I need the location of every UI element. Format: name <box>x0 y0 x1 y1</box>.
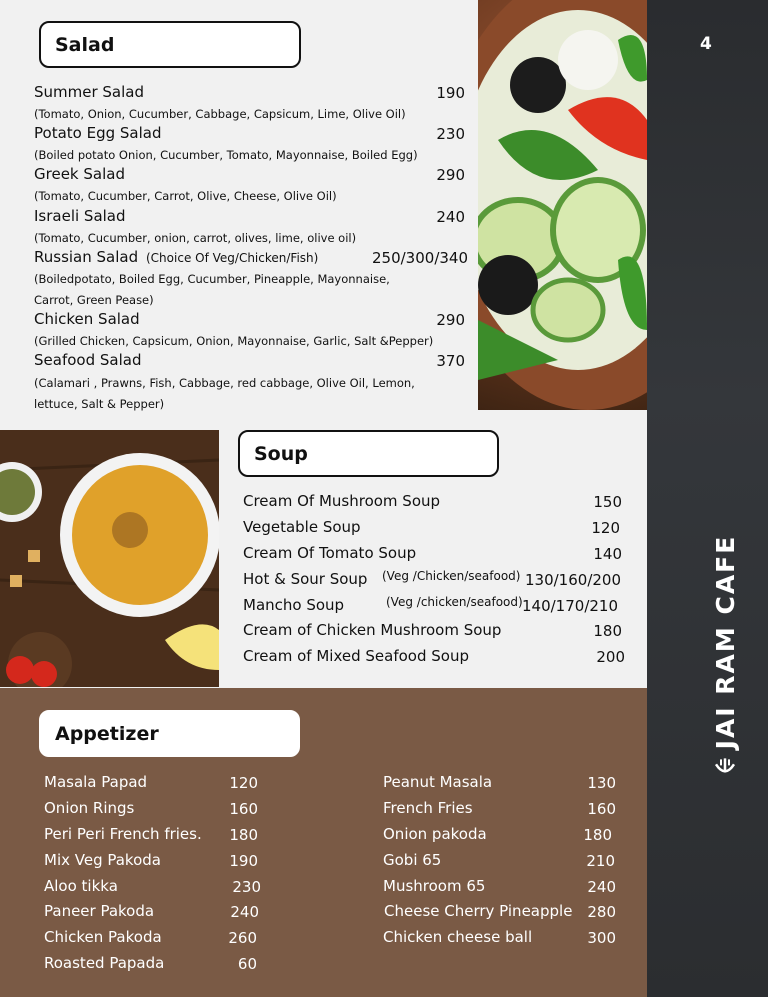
brand-name: JAI RAM CAFE <box>710 534 740 750</box>
menu-item-price: 120 <box>229 774 258 792</box>
menu-item-name: Cream Of Mushroom Soup <box>243 492 441 510</box>
menu-item-name: Onion pakoda <box>383 825 487 843</box>
menu-item-price: 140/170/210 <box>522 597 618 615</box>
menu-item-price: 260 <box>228 929 257 947</box>
menu-item-description: (Grilled Chicken, Capsicum, Onion, Mayonnaise, Garlic, Salt &Pepper) <box>34 334 434 348</box>
menu-item-price: 150 <box>593 493 622 511</box>
menu-item-name: French Fries <box>383 799 473 817</box>
menu-item-price: 370 <box>436 352 465 370</box>
menu-item-price: 160 <box>229 800 258 818</box>
menu-item-price: 240 <box>230 903 259 921</box>
menu-item-price: 230 <box>436 125 465 143</box>
menu-item-note: (Choice Of Veg/Chicken/Fish) <box>146 251 319 265</box>
menu-item-description: (Boiled potato Onion, Cucumber, Tomato, Mayonnaise, Boiled Egg) <box>34 148 418 162</box>
menu-item-name: Cream of Mixed Seafood Soup <box>243 647 469 665</box>
menu-item-description: Carrot, Green Pease) <box>34 293 154 307</box>
menu-item-price: 190 <box>436 84 465 102</box>
menu-item-name: Russian Salad <box>34 248 139 266</box>
page-number: 4 <box>700 34 712 54</box>
menu-item-name: Seafood Salad <box>34 351 142 369</box>
menu-item-description: (Boiledpotato, Boiled Egg, Cucumber, Pineapple, Mayonnaise, <box>34 272 390 286</box>
menu-item-price: 290 <box>436 311 465 329</box>
menu-item-price: 160 <box>587 800 616 818</box>
menu-item-price: 230 <box>232 878 261 896</box>
menu-item-name: Peri Peri French fries. <box>44 825 202 843</box>
menu-item-price: 140 <box>593 545 622 563</box>
menu-item-price: 290 <box>436 166 465 184</box>
menu-item-name: Peanut Masala <box>383 773 493 791</box>
menu-item-description: (Tomato, Onion, Cucumber, Cabbage, Capsicum, Lime, Olive Oil) <box>34 107 406 121</box>
salad-title: Salad <box>55 33 115 56</box>
menu-item-name: Mancho Soup <box>243 596 345 614</box>
menu-item-price: 130/160/200 <box>525 571 621 589</box>
menu-item-name: Gobi 65 <box>383 851 442 869</box>
menu-item-name: Roasted Papada <box>44 954 165 972</box>
menu-item-name: Potato Egg Salad <box>34 124 162 142</box>
soup-photo <box>0 430 219 687</box>
menu-item-name: Mushroom 65 <box>383 877 486 895</box>
menu-item-name: Cream Of Tomato Soup <box>243 544 417 562</box>
menu-item-name: Chicken Pakoda <box>44 928 162 946</box>
salad-photo <box>478 0 647 410</box>
menu-item-name: Masala Papad <box>44 773 148 791</box>
menu-item-name: Aloo tikka <box>44 877 118 895</box>
menu-item-price: 200 <box>596 648 625 666</box>
menu-item-price: 210 <box>586 852 615 870</box>
menu-item-price: 180 <box>583 826 612 844</box>
appetizer-title: Appetizer <box>55 722 159 745</box>
menu-item-name: Greek Salad <box>34 165 125 183</box>
menu-item-price: 180 <box>593 622 622 640</box>
menu-item-note: (Veg /chicken/seafood) <box>386 595 523 609</box>
soup-heading <box>238 430 499 477</box>
menu-item-name: Vegetable Soup <box>243 518 361 536</box>
menu-item-price: 280 <box>587 903 616 921</box>
appetizer-heading <box>39 710 300 757</box>
menu-item-price: 60 <box>237 955 257 973</box>
menu-item-name: Chicken cheese ball <box>383 928 533 946</box>
menu-item-name: Chicken Salad <box>34 310 140 328</box>
menu-item-price: 250/300/340 <box>372 249 468 267</box>
menu-item-description: (Tomato, Cucumber, onion, carrot, olives, lime, olive oil) <box>34 231 357 245</box>
menu-item-note: (Veg /Chicken/seafood) <box>382 569 521 583</box>
brand-title <box>709 535 741 786</box>
menu-item-name: Summer Salad <box>34 83 145 101</box>
menu-item-price: 130 <box>587 774 616 792</box>
menu-item-description: (Calamari , Prawns, Fish, Cabbage, red cabbage, Olive Oil, Lemon, <box>34 376 415 390</box>
menu-item-name: Israeli Salad <box>34 207 126 225</box>
salad-heading <box>39 21 301 68</box>
menu-item-description: (Tomato, Cucumber, Carrot, Olive, Cheese, Olive Oil) <box>34 189 337 203</box>
cafe-logo-icon <box>712 756 738 788</box>
menu-item-price: 180 <box>229 826 258 844</box>
sidebar <box>647 0 768 997</box>
menu-item-name: Cheese Cherry Pineapple <box>384 902 573 920</box>
menu-item-description: lettuce, Salt & Pepper) <box>34 397 165 411</box>
menu-item-name: Cream of Chicken Mushroom Soup <box>243 621 502 639</box>
menu-item-name: Paneer Pakoda <box>44 902 155 920</box>
menu-item-price: 120 <box>591 519 620 537</box>
menu-item-price: 190 <box>229 852 258 870</box>
soup-title: Soup <box>254 442 308 465</box>
menu-item-price: 240 <box>587 878 616 896</box>
menu-item-price: 300 <box>587 929 616 947</box>
menu-item-name: Onion Rings <box>44 799 135 817</box>
menu-item-name: Hot & Sour Soup <box>243 570 368 588</box>
menu-item-price: 240 <box>436 208 465 226</box>
menu-item-name: Mix Veg Pakoda <box>44 851 161 869</box>
